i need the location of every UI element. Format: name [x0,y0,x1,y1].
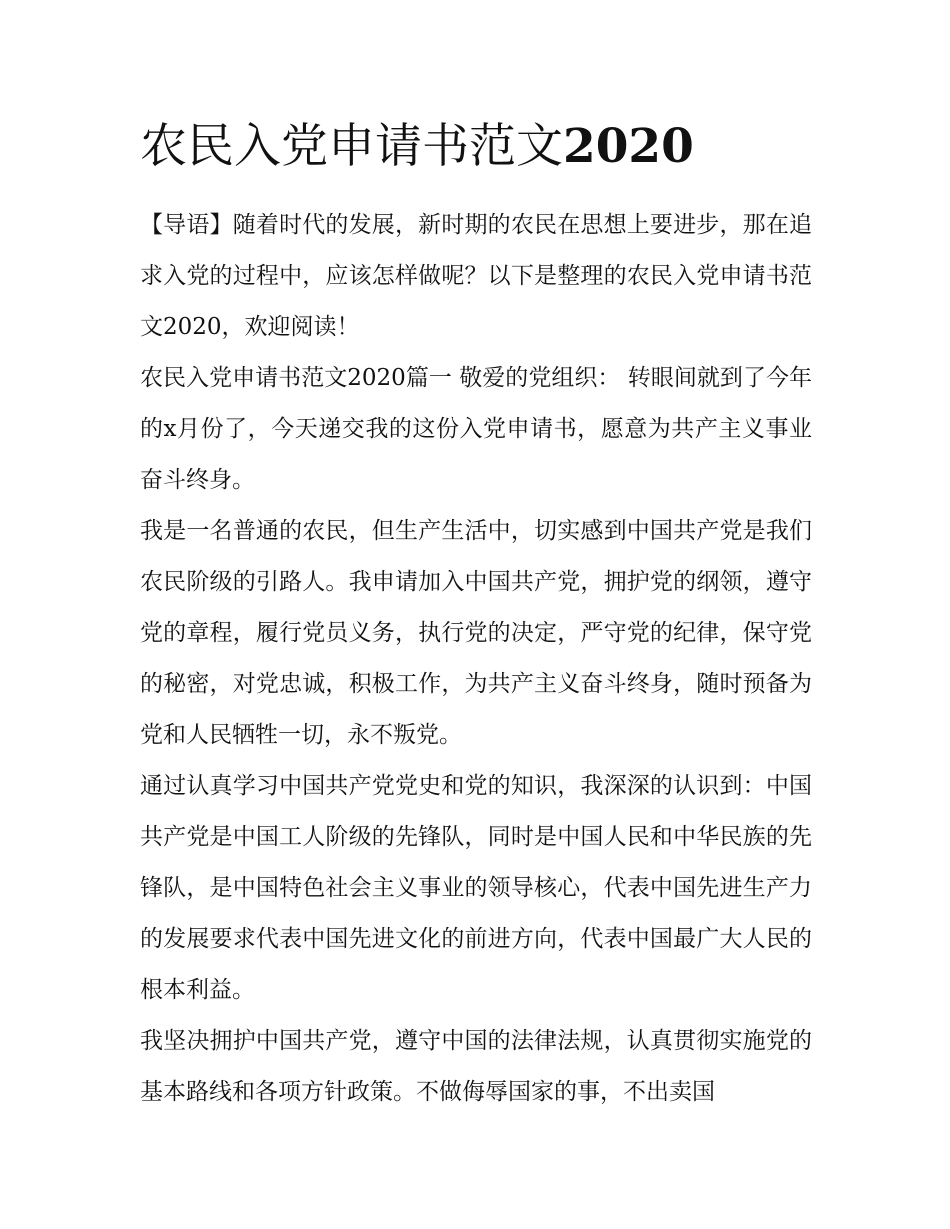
body-paragraph: 我坚决拥护中国共产党，遵守中国的法律法规，认真贯彻实施党的基本路线和各项方针政策。不做侮辱国家的事，不出卖国 [140,1028,812,1105]
body-paragraph: 我是一名普通的农民，但生产生活中，切实感到中国共产党是我们农民阶级的引路人。我申请加入中国共产党，拥护党的纲领，遵守党的章程，履行党员义务，执行党的决定，严守党的纪律，保守党的秘密，对党忠诚，积极工作，为共产主义奋斗终身，随时预备为党和人民牺牲一切，永不叛党。 [140,518,812,748]
title-text: 农民入党申请书范文 [140,119,563,174]
body-paragraph: 通过认真学习中国共产党党史和党的知识，我深深的认识到：中国共产党是中国工人阶级的先锋队，同时是中国人民和中华民族的先锋队，是中国特色社会主义事业的领导核心，代表中国先进生产力的发展要求代表中国先进文化的前进方向，代表中国最广大人民的根本利益。 [140,773,812,1003]
title-year: 2020 [563,119,694,174]
body-paragraph: 农民入党申请书范文2020篇一 敬爱的党组织： 转眼间就到了今年的x月份了，今天递交我的这份入党申请书，愿意为共产主义事业奋斗终身。 [140,365,812,493]
document-title [140,112,812,182]
document-page [140,112,812,1118]
intro-paragraph: 【导语】随着时代的发展，新时期的农民在思想上要进步，那在追求入党的过程中，应该怎样做呢？以下是整理的农民入党申请书范文2020，欢迎阅读！ [140,212,812,340]
